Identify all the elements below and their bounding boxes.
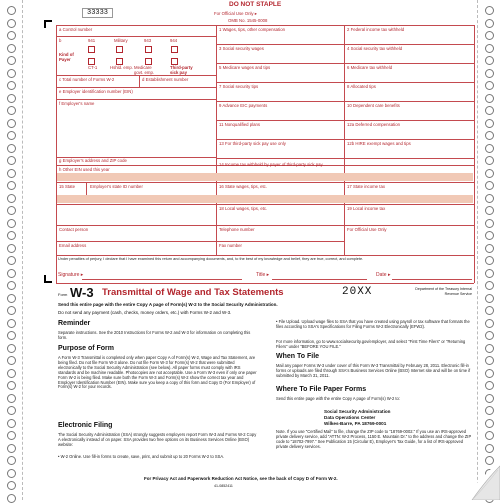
feed-hole [7, 319, 16, 328]
tax-year: 20XX [342, 286, 373, 298]
tractor-feed-right [477, 0, 500, 500]
payer-opt-third-party: Third-party sick pay [170, 65, 193, 75]
feed-hole [7, 431, 16, 440]
feed-hole [485, 119, 494, 128]
feed-hole [485, 169, 494, 178]
box-label-7: 7 Social security tips [219, 84, 259, 89]
feed-hole [7, 419, 16, 428]
payer-opt-941: 941 [88, 38, 96, 43]
box-label-9: 9 Advance EIC payments [219, 103, 268, 108]
state-label: 15 State [59, 184, 76, 189]
feed-hole [7, 369, 16, 378]
other-ein-label: h Other EIN used this year [59, 167, 110, 172]
date-line[interactable] [392, 279, 472, 280]
ein-label: e Employer identification number (EIN) [59, 89, 133, 94]
box-label-6: 6 Medicare tax withheld [347, 65, 393, 70]
feed-hole [485, 131, 494, 140]
where-text: Send this entire page with the entire Copy A page of Form(s) W-2 to: [276, 396, 400, 401]
feed-hole [7, 231, 16, 240]
box-label-16: 16 State wages, tips, etc. [219, 184, 268, 189]
payer-opt-military: Military [114, 38, 128, 43]
feed-hole [485, 344, 494, 353]
signature-label: Signature ▸ [58, 272, 84, 278]
employer-address-label: g Employer's address and ZIP code [59, 158, 127, 163]
purpose-text: A Form W-3 Transmittal is completed only when paper Copy A of Form(s) W-2, Wage and Tax Statement, are being filed. Do not file Form W-3 alone. Do not file Form W-3 for Form(s) W-2 that were submitted electronically to the Social Security Administration (see below). All paper forms must comply with IRS standards and be machine readable. Photocopies are not acceptable. Use a Form W-3 even if only one paper Form W-2 is being filed. Make sure both the Form W-3 and Form(s) W-2 show the correct tax year and Employer Identification Number (EIN). Make sure you keep a copy of this form and Copy D (For Employer) of Form(s) W-2 for your records. [58, 355, 257, 390]
feed-hole [7, 31, 16, 40]
feed-hole [7, 356, 16, 365]
feed-hole [7, 6, 16, 15]
feed-hole [485, 94, 494, 103]
feed-hole [7, 256, 16, 265]
box-label-3: 3 Social security wages [219, 46, 264, 51]
feed-hole [7, 469, 16, 478]
when-text: Mail any paper Forms W-3 under cover of this Form W-3 Transmittal by February 28, 2011. Electronic fill-in forms or uploads are filed through SSA's Business Services Online (BSO) Internet site and will be on time if submitted by March 31, 2011. [276, 363, 471, 378]
feed-hole [7, 194, 16, 203]
checkbox-944[interactable] [171, 46, 178, 53]
send-instruction: Send this entire page with the entire Copy A page of Form(s) W-2 to the Social Security Administration. [58, 302, 278, 307]
feed-hole [485, 331, 494, 340]
title-line[interactable] [272, 279, 367, 280]
state-id-label: Employer's state ID number [90, 184, 143, 189]
feed-hole [485, 369, 494, 378]
feed-hole [7, 94, 16, 103]
feed-hole [7, 306, 16, 315]
file-upload-text: • File Upload. Upload wage files to SSA that you have created using payroll or tax software that formats the files according to SSA's Specifications for Filing Forms W-2 Electronically (EFW2). [276, 319, 470, 329]
ssa-address-3: Wilkes-Barre, PA 18769-0001 [324, 421, 387, 426]
checkbox-medicare[interactable] [145, 58, 152, 65]
box-label-15: 14 Income tax withheld by payer of third-party sick pay [219, 162, 323, 167]
feed-hole [485, 306, 494, 315]
form-title: Transmittal of Wage and Tax Statements [102, 287, 284, 298]
feed-hole [7, 181, 16, 190]
catalog-number: 41-0852411 [214, 484, 233, 488]
feed-hole [7, 56, 16, 65]
feed-hole [7, 156, 16, 165]
feed-hole [7, 131, 16, 140]
w3-form [24, 0, 476, 500]
signature-line[interactable] [82, 279, 242, 280]
feed-hole [7, 381, 16, 390]
feed-hole [485, 194, 494, 203]
feed-hole [7, 481, 16, 490]
payer-opt-943: 943 [144, 38, 152, 43]
feed-hole [485, 44, 494, 53]
feed-hole [7, 219, 16, 228]
certified-mail-note: Note. If you use "Certified Mail" to file, change the ZIP code to "18769-0002." If you use an IRS-approved private delivery service, add "ATTN: W-2 Process, 1150 E. Mountain Dr." to the address and change the ZIP code to "18702-7997." See Publication 15 (Circular E), Employer's Tax Guide, for a list of IRS-approved private delivery services. [276, 429, 472, 449]
no-payment-notice: Do not send any payment (cash, checks, money orders, etc.) with Forms W-2 and W-3. [58, 310, 232, 315]
feed-hole [485, 56, 494, 65]
feed-hole [7, 19, 16, 28]
feed-hole [485, 431, 494, 440]
feed-hole [485, 81, 494, 90]
feed-hole [485, 294, 494, 303]
total-forms-label: c Total number of Forms W-2 [59, 77, 115, 82]
purpose-heading: Purpose of Form [58, 345, 115, 352]
title-label: Title ▸ [256, 272, 270, 278]
box-label-2: 2 Federal income tax withheld [347, 27, 405, 32]
more-info-text: For more information, go to www.socialsecurity.gov/employer, and select "First Time Filers" or "Returning Filers" under "BEFORE YOU FILE." [276, 339, 466, 349]
fax-label: Fax number [219, 243, 242, 248]
box-label-17: 17 State income tax [347, 184, 385, 189]
feed-hole [7, 281, 16, 290]
box-label-19: 19 Local income tax [347, 206, 386, 211]
feed-hole [485, 419, 494, 428]
when-heading: When To File [276, 353, 320, 360]
feed-hole [485, 394, 494, 403]
feed-hole [7, 206, 16, 215]
ssa-address-2: Data Operations Center [324, 415, 376, 420]
feed-hole [7, 456, 16, 465]
email-label: Email address [59, 243, 87, 248]
box-label-13: 13 For third-party sick pay use only [219, 141, 286, 146]
feed-hole [485, 356, 494, 365]
feed-hole [7, 344, 16, 353]
efile-text: The Social Security Administration (SSA) strongly suggests employers report Form W-3 and Forms W-2 Copy A electronically instead of on paper. SSA provides two free options on its Business Services Online (BSO) website: [58, 432, 257, 447]
feed-hole [485, 219, 494, 228]
feed-hole [485, 69, 494, 78]
feed-hole [485, 6, 494, 15]
feed-hole [7, 444, 16, 453]
w2-online-text: • W-2 Online. Use fill-in forms to create, save, print, and submit up to 20 Forms W-2 to SSA. [58, 454, 225, 459]
official-use-label: For Official Use Only [347, 227, 387, 232]
feed-hole [7, 119, 16, 128]
department: Department of the Treasury Internal Revenue Service [415, 287, 472, 296]
box-label-5: 5 Medicare wages and tips [219, 65, 271, 70]
feed-hole [7, 494, 16, 503]
feed-hole [7, 169, 16, 178]
payer-opt-hshld: Hshld. emp. [110, 65, 133, 70]
reminder-text: Separate instructions. See the 2010 Instructions for Forms W-2 and W-3 for information on completing this form. [58, 330, 251, 340]
checkbox-military[interactable] [116, 46, 123, 53]
telephone-label: Telephone number [219, 227, 255, 232]
feed-hole [485, 244, 494, 253]
b-label: b [59, 38, 62, 43]
date-label: Date ▸ [376, 272, 391, 278]
feed-hole [7, 269, 16, 278]
feed-hole [7, 81, 16, 90]
feed-hole [485, 281, 494, 290]
box-label-8: 8 Allocated tips [347, 84, 376, 89]
establishment-label: d Establishment number [142, 77, 189, 82]
reminder-heading: Reminder [58, 320, 91, 327]
efile-heading: Electronic Filing [58, 422, 113, 429]
feed-hole [485, 444, 494, 453]
perjury-statement: Under penalties of perjury, I declare that I have examined this return and accompanying documents, and, to the best of my knowledge and belief, they are true, correct, and complete. [58, 257, 364, 261]
do-not-staple: DO NOT STAPLE [229, 1, 282, 8]
tractor-feed-left [0, 0, 23, 500]
official-use-header: For Official Use Only ▸ [214, 11, 257, 16]
shaded-row-h [57, 173, 473, 181]
feed-hole [485, 231, 494, 240]
checkbox-hshld[interactable] [116, 58, 123, 65]
feed-hole [7, 406, 16, 415]
contact-person-label: Contact person [59, 227, 89, 232]
feed-hole [485, 106, 494, 115]
box-label-1: 1 Wages, tips, other compensation [219, 27, 285, 32]
feed-hole [7, 106, 16, 115]
omb-number: OMB No. 1545-0008 [228, 18, 268, 23]
ssa-address-1: Social Security Administration [324, 409, 391, 414]
shaded-row-state [57, 195, 473, 203]
checkbox-third-party[interactable] [171, 58, 178, 65]
feed-hole [485, 31, 494, 40]
feed-hole [7, 394, 16, 403]
feed-hole [7, 244, 16, 253]
feed-hole [485, 156, 494, 165]
feed-hole [485, 319, 494, 328]
page-curl [460, 460, 500, 500]
feed-hole [485, 269, 494, 278]
feed-hole [485, 256, 494, 265]
employer-name-label: f Employer's name [59, 101, 95, 106]
privacy-notice: For Privacy Act and Paperwork Reduction Act Notice, see the back of Copy D of Form W-2. [144, 476, 338, 481]
feed-hole [485, 181, 494, 190]
feed-hole [7, 69, 16, 78]
form-code: 33333 [82, 8, 113, 18]
feed-hole [485, 144, 494, 153]
box-label-14: 12b HIRE exempt wages and tips [347, 141, 411, 146]
feed-hole [7, 331, 16, 340]
payer-opt-944: 944 [170, 38, 178, 43]
where-heading: Where To File Paper Forms [276, 386, 367, 393]
payer-opt-medicare: Medicare govt. emp. [134, 65, 155, 75]
checkbox-ct1[interactable] [88, 58, 95, 65]
checkbox-943[interactable] [145, 46, 152, 53]
kind-of-payer-label: Kind of Payer [59, 52, 74, 62]
feed-hole [485, 19, 494, 28]
feed-hole [485, 406, 494, 415]
payer-opt-ct1: CT-1 [88, 65, 98, 70]
form-prefix: Form [58, 292, 68, 297]
box-label-10: 10 Dependent care benefits [347, 103, 400, 108]
box-label-11: 11 Nonqualified plans [219, 122, 261, 127]
feed-hole [485, 381, 494, 390]
feed-hole [485, 206, 494, 215]
box-label-18: 18 Local wages, tips, etc. [219, 206, 268, 211]
box-label-4: 4 Social security tax withheld [347, 46, 403, 51]
checkbox-941[interactable] [88, 46, 95, 53]
feed-hole [7, 44, 16, 53]
control-number-label: a Control number [59, 27, 93, 32]
feed-hole [7, 144, 16, 153]
box-label-12: 12a Deferred compensation [347, 122, 401, 127]
form-code-w3: W-3 [70, 285, 94, 300]
feed-hole [7, 294, 16, 303]
